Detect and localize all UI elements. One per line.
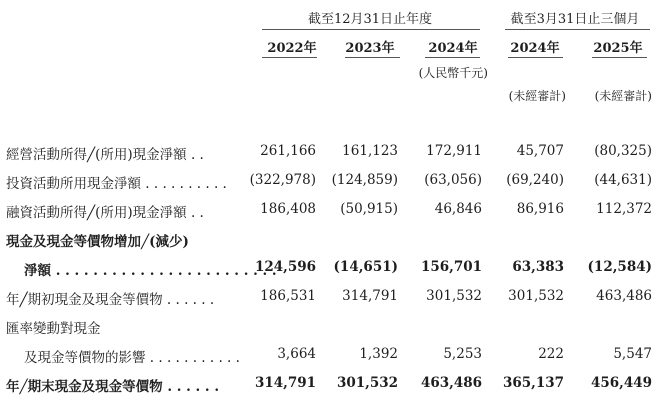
year-end-group-rule: [262, 29, 480, 30]
cell-closing-2022: 314,791: [254, 375, 316, 391]
cell-operating-2023: 161,123: [342, 143, 398, 159]
cell-closing-2023: 301,532: [336, 375, 398, 391]
year-end-group-header: 截至12月31日止年度: [307, 12, 433, 27]
cell-fx-2025-q1: 5,547: [613, 346, 652, 362]
cell-closing-2024-q1: 365,137: [502, 375, 564, 391]
cell-net-change-2022: 124,596: [254, 259, 316, 275]
row-label-financing-cash: 融資活動所得╱(所用)現金淨額 . .: [6, 205, 204, 221]
cell-opening-2024-q1: 301,532: [508, 288, 564, 304]
cell-financing-2025-q1: 112,372: [596, 201, 652, 217]
cell-fx-2022: 3,664: [277, 346, 316, 362]
cell-investing-2024: (63,056): [424, 172, 482, 188]
row-label-net-change-heading: 現金及現金等價物增加╱(減少): [6, 234, 189, 250]
cell-opening-2025-q1: 463,486: [596, 288, 652, 304]
cell-opening-2023: 314,791: [342, 288, 398, 304]
year-2024-q1-rule: [508, 57, 563, 58]
row-label-opening-cash: 年╱期初現金及現金等價物 . . . . . .: [6, 292, 215, 308]
row-label-fx-heading: 匯率變動對現金: [6, 321, 101, 337]
year-2023-rule: [345, 57, 400, 58]
year-header-2024: 2024年: [428, 41, 478, 56]
three-month-group-header: 截至3月31日止三個月: [510, 12, 640, 27]
unaudited-note-2025: (未經審計): [594, 89, 652, 103]
cell-financing-2024: 46,846: [434, 201, 482, 217]
row-label-closing-cash: 年╱期末現金及現金等價物 . . . . . .: [6, 379, 220, 395]
cell-investing-2024-q1: (69,240): [506, 172, 564, 188]
cell-operating-2022: 261,166: [260, 143, 316, 159]
year-header-2023: 2023年: [345, 41, 395, 56]
row-label-net-change: 淨額 . . . . . . . . . . . . . . . . . . . . . . . .: [24, 263, 277, 279]
year-2025-q1-rule: [592, 57, 647, 58]
row-label-investing-cash: 投資活動所用現金淨額 . . . . . . . . . .: [6, 176, 227, 192]
cell-net-change-2024-q1: 63,383: [512, 259, 564, 275]
cell-fx-2023: 1,392: [359, 346, 398, 362]
year-2022-rule: [262, 57, 317, 58]
unaudited-note-2024: (未經審計): [508, 89, 566, 103]
cell-financing-2024-q1: 86,916: [516, 201, 564, 217]
cell-investing-2025-q1: (44,631): [594, 172, 652, 188]
cell-net-change-2023: (14,651): [333, 259, 398, 275]
cell-operating-2024: 172,911: [426, 143, 482, 159]
row-label-fx-effect: 及現金等價物的影響 . . . . . . . . . . .: [24, 350, 240, 366]
year-2024-rule: [425, 57, 480, 58]
cell-fx-2024-q1: 222: [538, 346, 564, 362]
year-header-2022: 2022年: [267, 41, 317, 56]
row-label-operating-cash: 經營活動所得╱(所用)現金淨額 . .: [6, 147, 204, 163]
cell-opening-2024: 301,532: [426, 288, 482, 304]
cell-fx-2024: 5,253: [443, 346, 482, 362]
cell-opening-2022: 186,531: [260, 288, 316, 304]
cell-net-change-2025-q1: (12,584): [587, 259, 652, 275]
cell-financing-2023: (50,915): [340, 201, 398, 217]
cell-financing-2022: 186,408: [260, 201, 316, 217]
year-header-2024-q1: 2024年: [510, 41, 560, 56]
cell-operating-2025-q1: (80,325): [594, 143, 652, 159]
cell-operating-2024-q1: 45,707: [516, 143, 564, 159]
three-month-group-rule: [505, 29, 650, 30]
currency-unit-note: (人民幣千元): [418, 66, 488, 80]
cell-net-change-2024: 156,701: [420, 259, 482, 275]
year-header-2025-q1: 2025年: [593, 41, 643, 56]
cell-investing-2022: (322,978): [249, 172, 316, 188]
cell-closing-2024: 463,486: [420, 375, 482, 391]
cell-investing-2023: (124,859): [331, 172, 398, 188]
cell-closing-2025-q1: 456,449: [590, 375, 652, 391]
